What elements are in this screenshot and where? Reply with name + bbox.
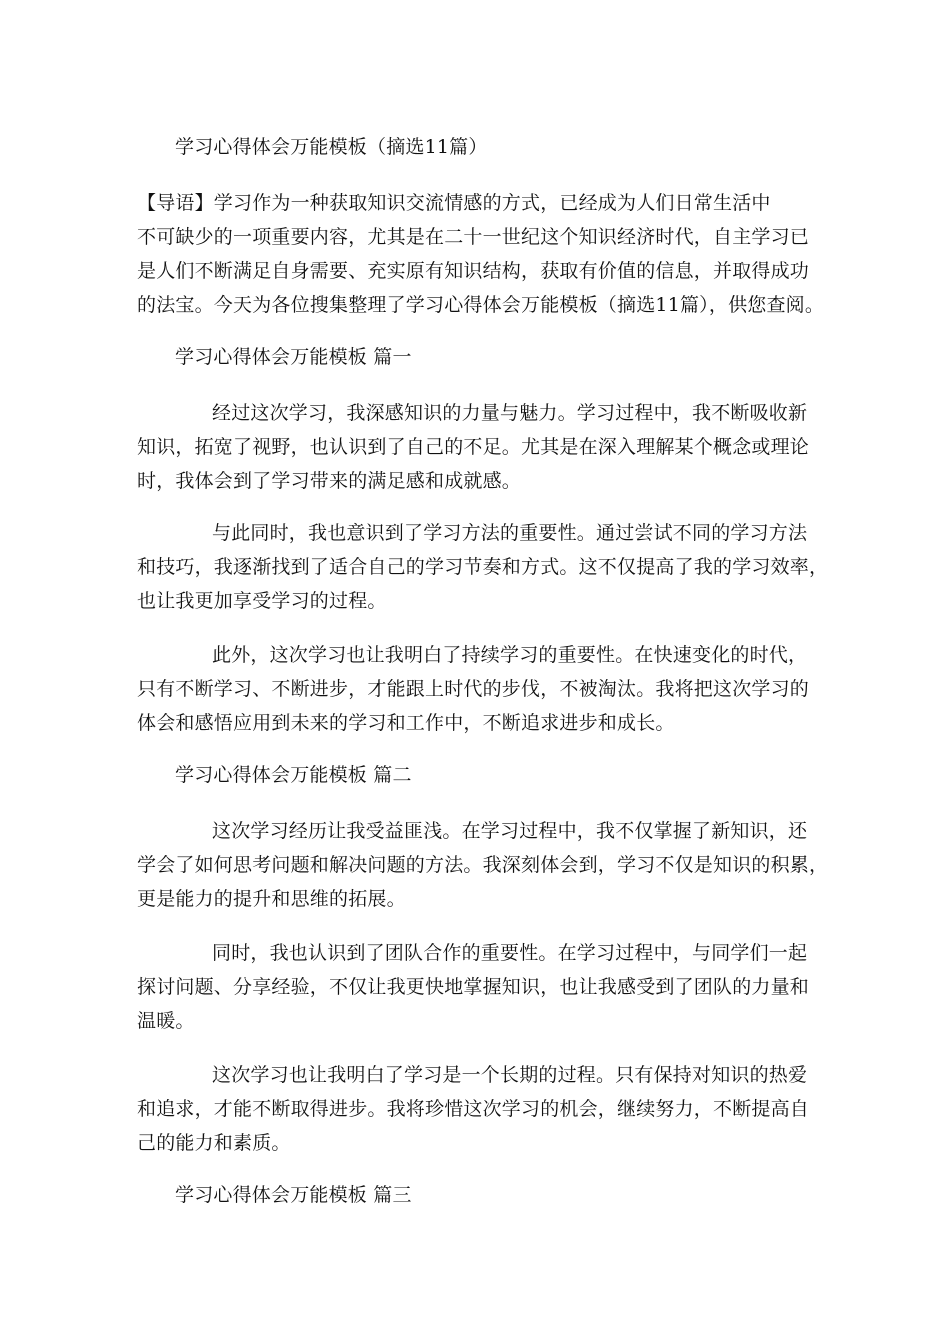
paragraph-line: 探讨问题、分享经验，不仅让我更快地掌握知识，也让我感受到了团队的力量和 xyxy=(137,976,810,998)
intro-line: 【导语】学习作为一种获取知识交流情感的方式，已经成为人们日常生活中 xyxy=(137,192,771,214)
paragraph-line: 经过这次学习，我深感知识的力量与魅力。学习过程中，我不断吸收新 xyxy=(212,402,808,424)
paragraph-line: 更是能力的提升和思维的拓展。 xyxy=(137,888,406,910)
paragraph-line: 这次学习也让我明白了学习是一个长期的过程。只有保持对知识的热爱 xyxy=(212,1064,808,1086)
paragraph-line: 学会了如何思考问题和解决问题的方法。我深刻体会到，学习不仅是知识的积累， xyxy=(137,854,829,876)
paragraph-line: 只有不断学习、不断进步，才能跟上时代的步伐，不被淘汰。我将把这次学习的 xyxy=(137,678,810,700)
paragraph-line: 同时，我也认识到了团队合作的重要性。在学习过程中，与同学们一起 xyxy=(212,942,808,964)
paragraph-line: 温暖。 xyxy=(137,1010,195,1032)
intro-line: 不可缺少的一项重要内容，尤其是在二十一世纪这个知识经济时代，自主学习已 xyxy=(137,226,810,248)
paragraph-line: 此外，这次学习也让我明白了持续学习的重要性。在快速变化的时代， xyxy=(212,644,808,666)
paragraph-line: 和技巧，我逐渐找到了适合自己的学习节奏和方式。这不仅提高了我的学习效率， xyxy=(137,556,829,578)
paragraph-line: 时，我体会到了学习带来的满足感和成就感。 xyxy=(137,470,522,492)
section-heading: 学习心得体会万能模板 篇三 xyxy=(175,1184,412,1206)
intro-line: 的法宝。今天为各位搜集整理了学习心得体会万能模板（摘选11篇），供您查阅。 xyxy=(137,294,825,316)
paragraph-line: 也让我更加享受学习的过程。 xyxy=(137,590,387,612)
section-heading: 学习心得体会万能模板 篇二 xyxy=(175,764,412,786)
paragraph-line: 知识，拓宽了视野，也认识到了自己的不足。尤其是在深入理解某个概念或理论 xyxy=(137,436,810,458)
paragraph-line: 与此同时，我也意识到了学习方法的重要性。通过尝试不同的学习方法 xyxy=(212,522,808,544)
intro-line: 是人们不断满足自身需要、充实原有知识结构，获取有价值的信息，并取得成功 xyxy=(137,260,810,282)
section-heading: 学习心得体会万能模板 篇一 xyxy=(175,346,412,368)
paragraph-line: 己的能力和素质。 xyxy=(137,1132,291,1154)
paragraph-line: 体会和感悟应用到未来的学习和工作中，不断追求进步和成长。 xyxy=(137,712,675,734)
paragraph-line: 这次学习经历让我受益匪浅。在学习过程中，我不仅掌握了新知识，还 xyxy=(212,820,808,842)
document-title: 学习心得体会万能模板（摘选11篇） xyxy=(175,136,488,158)
paragraph-line: 和追求，才能不断取得进步。我将珍惜这次学习的机会，继续努力，不断提高自 xyxy=(137,1098,810,1120)
